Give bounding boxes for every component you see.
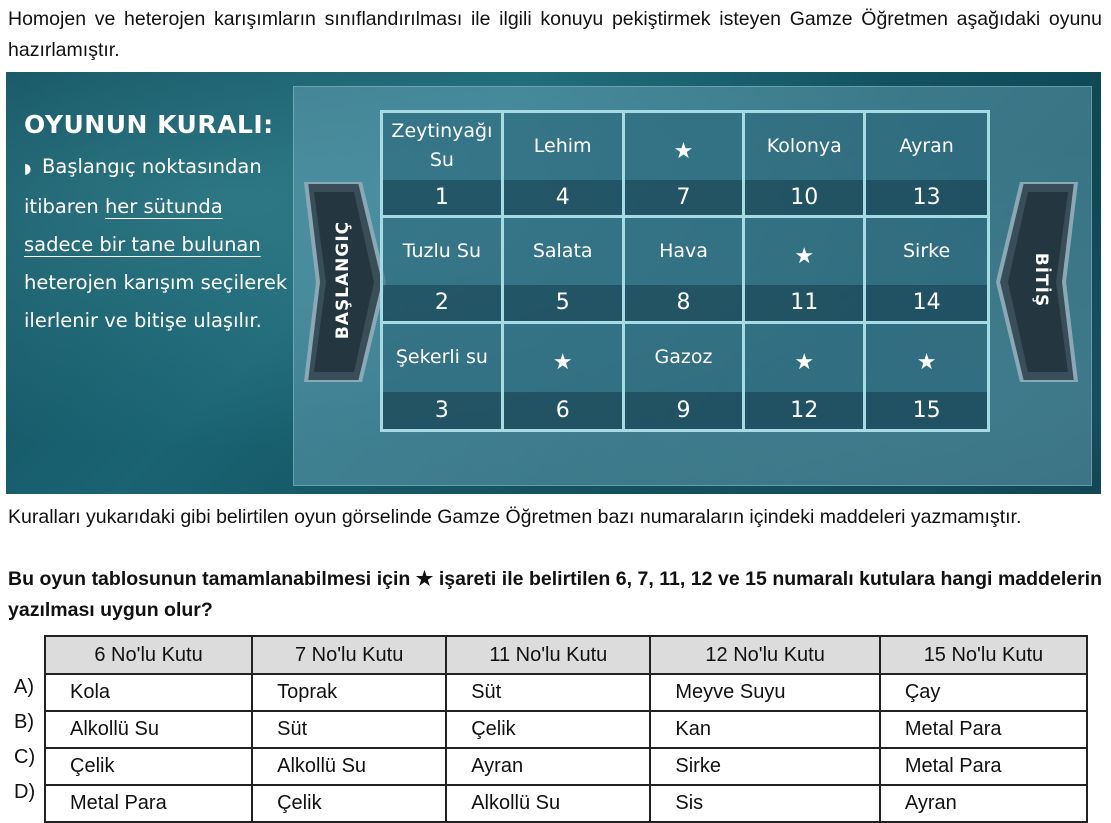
- cell-substance: Zeytinyağı Su: [391, 120, 493, 172]
- table-cell: Çelik: [45, 748, 252, 785]
- grid-cell: [383, 324, 504, 429]
- finish-label-wrap: [994, 182, 1084, 382]
- column-header: 7 No'lu Kutu: [252, 636, 446, 674]
- cell-number: 13: [866, 180, 987, 216]
- table-cell: Çelik: [252, 785, 446, 822]
- grid-cell: [866, 324, 987, 429]
- table-cell: Sis: [650, 785, 879, 822]
- rules-text-part1: Başlangıç noktasından itibaren: [24, 155, 262, 218]
- game-grid: [380, 110, 990, 432]
- cell-substance: Ayran: [899, 134, 954, 157]
- cell-number: 3: [383, 392, 501, 429]
- cell-number: 9: [625, 392, 743, 429]
- table-cell: Alkollü Su: [45, 711, 252, 748]
- cell-number: 4: [504, 180, 622, 216]
- column-header: 11 No'lu Kutu: [446, 636, 650, 674]
- option-row-c[interactable]: [45, 748, 1087, 785]
- table-cell: Çay: [880, 674, 1087, 711]
- intro-text: Homojen ve heterojen karışımların sınıflandırılması ile ilgili konuyu pekiştirmek isteyen Gamze Öğretmen aşağıdaki oyunu hazırlamıştır.: [8, 8, 1102, 61]
- option-letter-c[interactable]: C): [14, 746, 36, 768]
- grid-cell: [383, 218, 504, 323]
- table-cell: Metal Para: [880, 711, 1087, 748]
- cell-number: 12: [745, 392, 863, 429]
- table-cell: Kola: [45, 674, 252, 711]
- bullet-icon: ◗: [24, 161, 32, 177]
- table-cell: Ayran: [446, 748, 650, 785]
- table-cell: Kan: [650, 711, 879, 748]
- table-cell: Metal Para: [45, 785, 252, 822]
- column-header: 15 No'lu Kutu: [880, 636, 1087, 674]
- table-cell: Metal Para: [880, 748, 1087, 785]
- game-banner: [6, 72, 1101, 494]
- cell-number: 5: [504, 285, 622, 321]
- grid-cell: [866, 218, 987, 323]
- cell-number: 6: [504, 392, 622, 429]
- table-cell: Toprak: [252, 674, 446, 711]
- cell-number: 2: [383, 285, 501, 321]
- cell-number: 7: [625, 180, 743, 216]
- star-icon: ★: [673, 138, 694, 164]
- start-label-wrap: [298, 182, 388, 382]
- cell-substance: Lehim: [533, 134, 592, 157]
- table-cell: Alkollü Su: [446, 785, 650, 822]
- cell-number: 14: [866, 285, 987, 321]
- question-context: Kuralları yukarıdaki gibi belirtilen oyun görselinde Gamze Öğretmen bazı numaraların içindeki maddeleri yazmamıştır.: [8, 506, 1022, 528]
- table-cell: Süt: [252, 711, 446, 748]
- cell-number: 11: [745, 285, 863, 321]
- cell-number: 10: [745, 180, 863, 216]
- table-cell: Meyve Suyu: [650, 674, 879, 711]
- grid-cell: [504, 324, 625, 429]
- table-cell: Sirke: [650, 748, 879, 785]
- cell-substance: Tuzlu Su: [402, 240, 481, 263]
- grid-cell: [625, 218, 746, 323]
- cell-substance: Hava: [659, 240, 708, 263]
- rules-title: OYUNUN KURALI:: [24, 110, 274, 139]
- cell-substance: Salata: [532, 240, 593, 263]
- rules-text: [24, 148, 294, 340]
- option-letter-b[interactable]: B): [14, 711, 34, 733]
- grid-cell: [625, 113, 746, 218]
- star-icon: ★: [794, 350, 815, 376]
- grid-cell: [745, 324, 866, 429]
- grid-cell: [625, 324, 746, 429]
- cell-substance: Şekerli su: [395, 346, 488, 369]
- cell-substance: Sirke: [903, 240, 951, 263]
- start-label: BAŞLANGIÇ: [333, 220, 353, 340]
- table-cell: Alkollü Su: [252, 748, 446, 785]
- cell-number: 8: [625, 285, 743, 321]
- rules-text-part3: heterojen karışım seçilerek ilerlenir ve bitişe ulaşılır.: [24, 271, 288, 332]
- grid-cell: [866, 113, 987, 218]
- column-header: 12 No'lu Kutu: [650, 636, 879, 674]
- option-row-a[interactable]: [45, 674, 1087, 711]
- finish-label: BİTİŞ: [1031, 252, 1051, 308]
- answer-table: [44, 635, 1088, 823]
- cell-number: 15: [866, 392, 987, 429]
- option-row-b[interactable]: [45, 711, 1087, 748]
- star-icon: ★: [916, 350, 937, 376]
- star-icon: ★: [794, 244, 815, 270]
- option-row-d[interactable]: [45, 785, 1087, 822]
- option-letter-d[interactable]: D): [14, 781, 36, 803]
- cell-substance: Kolonya: [766, 134, 842, 157]
- column-header: 6 No'lu Kutu: [45, 636, 252, 674]
- table-cell: Süt: [446, 674, 650, 711]
- rules-text-underlined: her sütunda sadece bir tane bulunan: [24, 195, 261, 256]
- star-icon: ★: [552, 350, 573, 376]
- grid-cell: [383, 113, 504, 218]
- grid-cell: [504, 218, 625, 323]
- cell-substance: Gazoz: [654, 346, 713, 369]
- cell-number: 1: [383, 180, 501, 216]
- table-header-row: [45, 636, 1087, 674]
- question-stem: Bu oyun tablosunun tamamlanabilmesi için ★ işareti ile belirtilen 6, 7, 11, 12 ve 15 numaralı kutulara hangi maddelerin yazılması uygun olur?: [8, 568, 1102, 621]
- option-letter-a[interactable]: A): [14, 676, 34, 698]
- grid-cell: [745, 218, 866, 323]
- grid-cell: [504, 113, 625, 218]
- table-cell: Ayran: [880, 785, 1087, 822]
- grid-cell: [745, 113, 866, 218]
- table-cell: Çelik: [446, 711, 650, 748]
